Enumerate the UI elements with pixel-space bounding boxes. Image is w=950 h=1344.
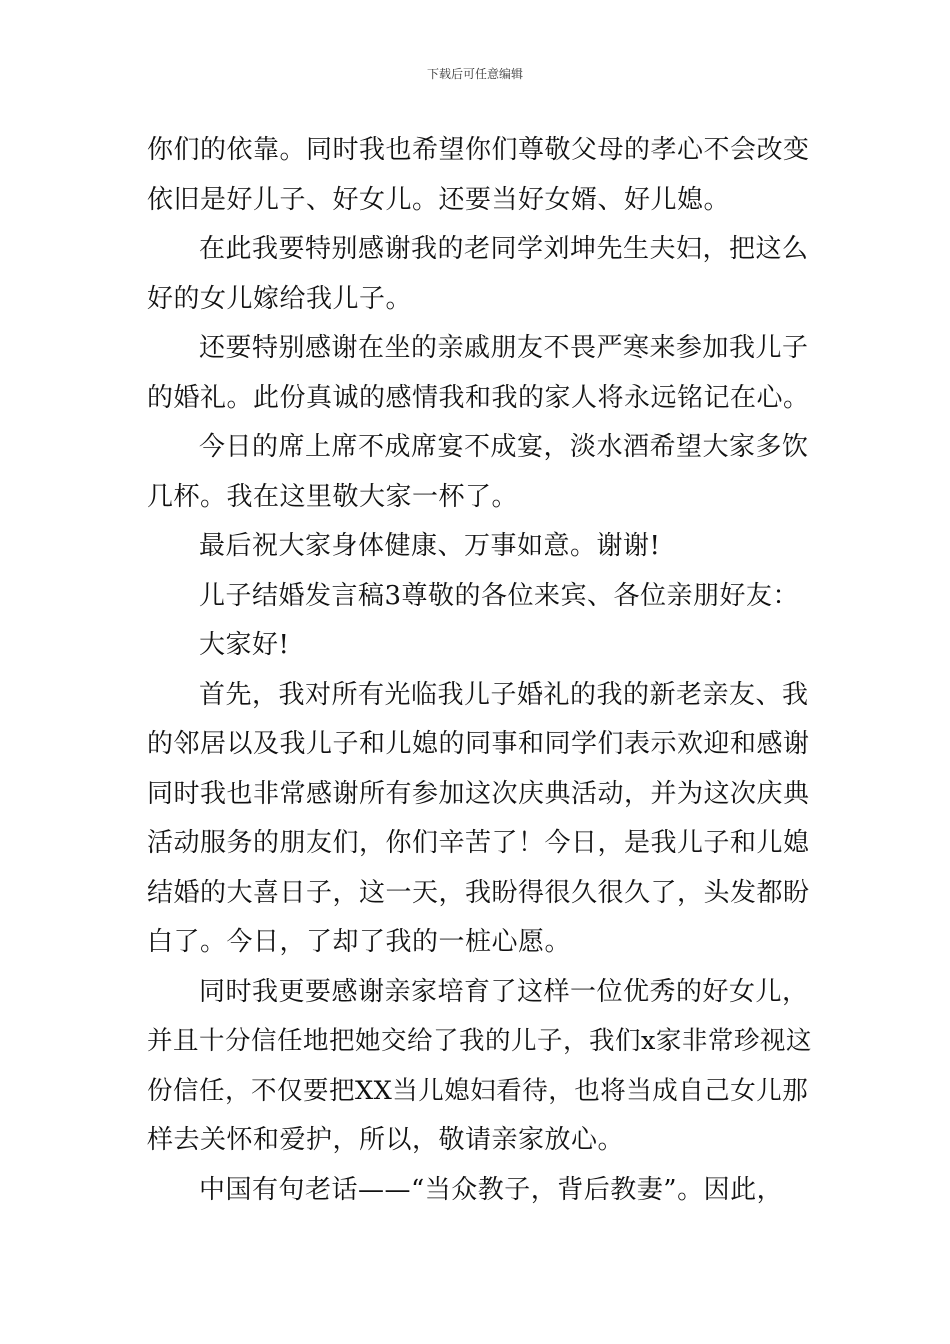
text-line: 首先，我对所有光临我儿子婚礼的我的新老亲友、我 (199, 679, 809, 710)
text-line: 份信任，不仅要把XX当儿媳妇看待，也将当成自己女儿那 (147, 1075, 809, 1106)
document-body (147, 126, 817, 1215)
text-line: 同时我更要感谢亲家培育了这样一位优秀的好女儿， (199, 976, 809, 1007)
text-line: 最后祝大家身体健康、万事如意。谢谢! (199, 531, 661, 561)
text-line: 并且十分信任地把她交给了我的儿子，我们x家非常珍视这 (147, 1026, 812, 1056)
text-line: 中国有句老话——“当众教子，背后教妻”。因此， (199, 1174, 784, 1205)
text-line: 的邻居以及我儿子和儿媳的同事和同学们表示欢迎和感谢 (147, 729, 810, 759)
text-line: 今日的席上席不成席宴不成宴，淡水酒希望大家多饮 (199, 432, 809, 462)
text-line: 儿子结婚发言稿3尊敬的各位来宾、各位亲朋好友： (199, 580, 800, 611)
page-header: 下载后可任意编辑 (426, 67, 523, 81)
text-line: 同时我也非常感谢所有参加这次庆典活动，并为这次庆典 (147, 778, 810, 809)
text-line: 你们的依靠。同时我也希望你们尊敬父母的孝心不会改变 (147, 135, 810, 165)
text-line: 好的女儿嫁给我儿子。 (147, 283, 413, 314)
text-line: 几杯。我在这里敬大家一杯了。 (147, 481, 519, 512)
text-line: 大家好! (199, 630, 290, 660)
text-line: 样去关怀和爱护，所以，敬请亲家放心。 (147, 1125, 625, 1155)
text-line: 还要特别感谢在坐的亲戚朋友不畏严寒来参加我儿子 (199, 333, 809, 363)
text-line: 结婚的大喜日子，这一天，我盼得很久很久了，头发都盼 (147, 877, 810, 908)
text-line: 活动服务的朋友们，你们辛苦了！今日，是我儿子和儿媳 (147, 828, 810, 858)
text-line: 的婚礼。此份真诚的感情我和我的家人将永远铭记在心。 (147, 382, 810, 413)
text-line: 依旧是好儿子、好女儿。还要当好女婿、好儿媳。 (147, 184, 731, 215)
text-line: 白了。今日，了却了我的一桩心愿。 (147, 927, 572, 957)
text-line: 在此我要特别感谢我的老同学刘坤先生夫妇，把这么 (199, 234, 809, 264)
